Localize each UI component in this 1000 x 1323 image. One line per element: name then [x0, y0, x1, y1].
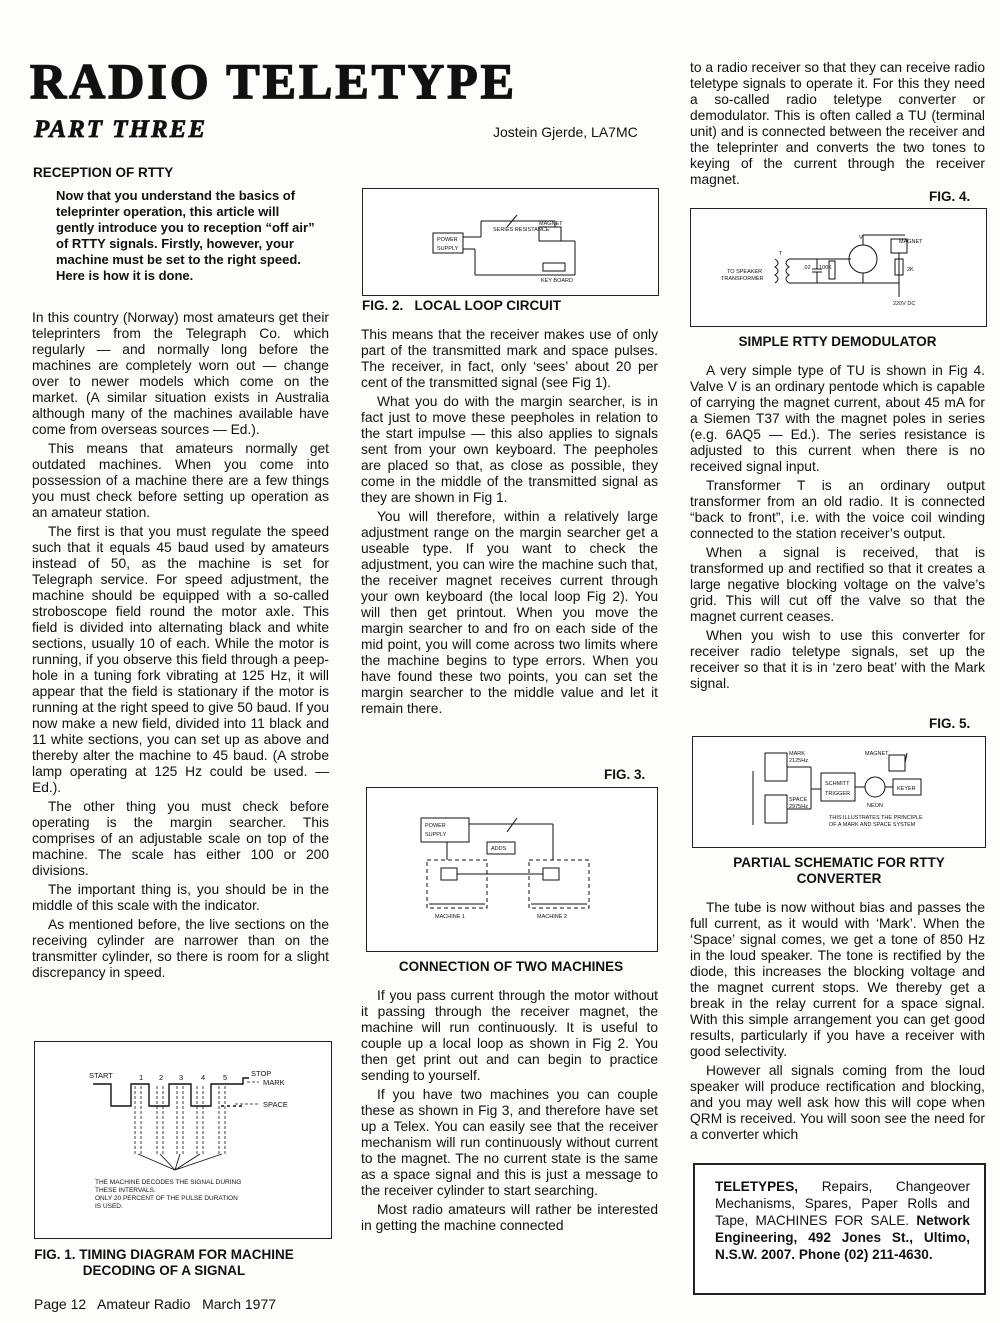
fig3-label: FIG. 3. [604, 767, 646, 782]
column-3-continued [690, 363, 985, 695]
fig2-supply-label: SUPPLY [437, 246, 459, 252]
fig3-drawing [367, 788, 657, 951]
fig4-c-label: .02 [803, 265, 811, 271]
fig3-two-machines [366, 787, 658, 952]
fig4-r-label: 100K [819, 265, 832, 271]
fig4-t-label: T [779, 251, 783, 257]
fig2-keyboard-label: KEY BOARD [541, 278, 573, 284]
article-part: PART THREE [34, 116, 208, 143]
paragraph: The tube is now without bias and passes the full current, as it would with ‘Mark’. When the ‘Space’ signal comes, we get a tone of 850 Hz in the loud speaker. The tone is rectified by the diode, this increases the blocking voltage and the magnet current stops. We thereby get a break in the relay current for a space signal. With this simple arrangement you can get good results, particularly if you have a receiver with good selectivity. [690, 900, 985, 1059]
fig3-machine2-label: MACHINE 2 [537, 914, 567, 920]
fig5-space-label: SPACE [789, 797, 808, 803]
fig5-mark-label: MARK [789, 751, 805, 757]
fig4-drawing [691, 209, 986, 326]
fig1-drawing [35, 1042, 331, 1238]
paragraph: You will therefore, within a relatively large adjustment range on the margin searcher get a useable type. If you want to check the adjustment, you can wire the machine such that, the receiver magnet receives current through your own keyboard (the local loop Fig 2). You will then get printout. When you move the margin searcher to and fro on each side of the mid point, you will come across two limits where the machine begins to type errors. When you have found these two points, you can set the margin searcher to the middle value and let it remain there. [361, 509, 658, 716]
fig1-n1: 1 [139, 1073, 144, 1082]
fig4-supply-label: 220V DC [893, 301, 916, 307]
paragraph: This means that amateurs normally get outdated machines. When you come into possession of a machine there are a few things you must check before setting up operation as an amateur station. [32, 441, 329, 520]
paragraph: As mentioned before, the live sections on the receiving cylinder are narrower than on the transmitter cylinder, so there is room for a slight discrepancy in speed. [32, 917, 329, 980]
paragraph: However all signals coming from the loud speaker will produce rectification and blocking, and you may well ask how this will cope when QRM is received. You will soon see the need for a converter which [690, 1063, 985, 1142]
fig5-magnet-label: MAGNET [865, 751, 889, 757]
fig4-r2-label: 2K [907, 267, 914, 273]
fig1-space-label: SPACE [263, 1100, 288, 1109]
column-3-final [690, 900, 985, 1146]
paragraph: If you have two machines you can couple these as shown in Fig 3, and therefore have set up a Telex. You can easily see that the receiver mechanism will run continuously without current to the magnet. The no current state is the same as a space signal and this is just a message to the receiver cylinder to start searching. [361, 1087, 658, 1198]
paragraph: When a signal is received, that is transformed up and rectified so that it creates a large negative blocking voltage on the valve’s grid. This will cut off the valve so that the magnet current ceases. [690, 545, 985, 624]
ad-contact: Network Engineering, 492 Jones St., Ultimo, N.S.W. 2007. Phone (02) 211-4630. [715, 1213, 970, 1262]
fig1-n4: 4 [201, 1073, 206, 1082]
fig4-caption: SIMPLE RTTY DEMODULATOR [738, 334, 937, 349]
fig5-markf-label: 2125Hz [789, 758, 808, 764]
fig5-note: THIS ILLUSTRATES THE PRINCIPLE [829, 815, 923, 821]
paragraph: A very simple type of TU is shown in Fig 4. Valve V is an ordinary pentode which is capable of carrying the magnet current, about 45 mA for a Siemen T37 with the magnet poles in series (e.g. 6AQ5 — Ed.). The series resistance is adjusted to this current when there is no received signal input. [690, 363, 985, 474]
fig5-caption: PARTIAL SCHEMATIC FOR RTTY CONVERTER [733, 855, 945, 886]
column-2-continued [361, 988, 658, 1237]
fig4-demodulator [690, 208, 987, 327]
fig2-local-loop [362, 188, 659, 296]
article-title: RADIO TELETYPE [30, 53, 518, 109]
column-2 [361, 327, 658, 720]
fig5-spacef-label: 2975Hz [789, 804, 808, 810]
fig1-note: THESE INTERVALS. [95, 1187, 156, 1194]
paragraph: Transformer T is an ordinary output transformer from an old radio. It is connected “back to front”, i.e. with the voice coil winding connected to the station receiver’s output. [690, 478, 985, 541]
classified-ad [693, 1163, 986, 1295]
fig5-trigger-label: TRIGGER [825, 791, 851, 797]
fig4-speaker-label: TO SPEAKER [727, 269, 763, 275]
intro-paragraph: Now that you understand the basics of teleprinter operation, this article will gently introduce you to reception “off air” of RTTY signals. Firstly, however, your machine must be set to the right speed. Here is how it is done. [56, 188, 315, 283]
fig5-converter [692, 736, 986, 848]
paragraph: When you wish to use this converter for receiver radio teletype signals, set up the receiver so that it is in ‘zero beat’ with the Mark signal. [690, 628, 985, 691]
fig3-machine1-label: MACHINE 1 [435, 914, 465, 920]
fig1-mark-label: MARK [263, 1078, 285, 1087]
fig5-keyer-label: KEYER [897, 786, 916, 792]
paragraph: The important thing is, you should be in the middle of this scale with the indicator. [32, 882, 329, 913]
column-1 [32, 310, 329, 984]
fig4-magnet-label: MAGNET [899, 239, 923, 245]
fig1-n5: 5 [223, 1073, 228, 1082]
paragraph: The first is that you must regulate the speed such that it equals 45 baud used by amateurs instead of 50, as the machine is set for Telegraph service. For speed adjustment, the machine should be equipped with a so-called stroboscope field round the motor axle. This field is divided into alternating black and white sections, usually 10 of each. While the motor is running, if you observe this field through a peep-hole in a tuning fork vibrating at 125 Hz, it will appear that the field is stationary if the motor is running at the right speed to give 50 baud. If you now make a new field, divided into 11 black and 11 white sections, you can set up as above and thereby alter the machine to 45 baud. (A strobe lamp operating at 125 Hz could be used. — Ed.). [32, 524, 329, 795]
fig2-power-label: POWER [437, 237, 458, 243]
ad-lead: TELETYPES, [715, 1179, 799, 1194]
page-footer: Page 12 Amateur Radio March 1977 [34, 1296, 277, 1312]
paragraph: to a radio receiver so that they can receive radio teletype signals to operate it. For this they need a so-called radio teletype converter or demodulator. This is often called a TU (terminal unit) and is connected between the receiver and the teleprinter and converts the two tones to keying of the current through the receiver magnet. [690, 60, 985, 187]
fig1-n3: 3 [179, 1073, 184, 1082]
fig3-power-label: POWER [425, 823, 446, 829]
fig5-label: FIG. 5. [929, 716, 971, 731]
fig3-caption: CONNECTION OF TWO MACHINES [398, 959, 624, 974]
fig1-note: IS USED. [95, 1203, 123, 1210]
fig5-schmitt-label: SCHMITT [825, 781, 850, 787]
fig1-note: THE MACHINE DECODES THE SIGNAL DURING [95, 1179, 242, 1186]
fig1-note: ONLY 20 PERCENT OF THE PULSE DURATION [95, 1195, 238, 1202]
fig1-n2: 2 [159, 1073, 164, 1082]
fig2-caption: FIG. 2. LOCAL LOOP CIRCUIT [362, 298, 562, 313]
fig3-supply-label: SUPPLY [425, 832, 447, 838]
column-3 [690, 60, 985, 191]
paragraph: If you pass current through the motor without it passing through the receiver magnet, the machine will run continuously. It is useful to couple up a local loop as shown in Fig 2. You then get print out and can begin to practice sending to yourself. [361, 988, 658, 1083]
fig1-stop-label: STOP [251, 1069, 272, 1078]
paragraph: Most radio amateurs will rather be interested in getting the machine connected [361, 1202, 658, 1233]
fig4-v-label: V [859, 235, 863, 241]
fig1-start-label: START [89, 1071, 113, 1080]
fig2-drawing [363, 189, 658, 295]
fig2-resistance-label: SERIES RESISTANCE [493, 227, 550, 233]
paragraph: The other thing you must check before operating is the margin searcher. This comprises of an adjustable scale on top of the machine. The scale has either 100 or 200 divisions. [32, 799, 329, 878]
fig4-transformer-label: TRANSFORMER [721, 276, 764, 282]
paragraph: In this country (Norway) most amateurs get their teleprinters from the Telegraph Co. which regularly — and normally long before the machines are completely worn out — change over to newer models which come on the market. (A similar situation exists in Australia although many of the machines available have come from overseas sources — Ed.). [32, 310, 329, 437]
fig4-label: FIG. 4. [929, 189, 971, 204]
section-heading: RECEPTION OF RTTY [33, 165, 174, 180]
fig1-timing-diagram [34, 1041, 332, 1239]
fig5-neon-label: NEON [867, 803, 883, 809]
fig1-caption: FIG. 1. TIMING DIAGRAM FOR MACHINE DECODING OF A SIGNAL [34, 1247, 294, 1278]
ad-text: Repairs, Changeover Mechanisms, Spares, Paper Rolls and Tape, MACHINES FOR SALE. [715, 1179, 970, 1228]
author-byline: Jostein Gjerde, LA7MC [493, 124, 638, 140]
fig3-adds-label: ADDS [491, 846, 507, 852]
paragraph: This means that the receiver makes use of only part of the transmitted mark and space pulses. The receiver, in fact, only ‘sees’ about 20 per cent of the transmitted signal (see Fig 1). [361, 327, 658, 390]
fig5-note: OF A MARK AND SPACE SYSTEM [829, 822, 916, 828]
paragraph: What you do with the margin searcher, is in fact just to move these peepholes in relation to the start impulse — this also applies to signals sent from your own keyboard. The peepholes are placed so that, as close as possible, they come in the middle of the transmitted signal as they are shown in Fig 1. [361, 394, 658, 505]
fig5-drawing [693, 737, 985, 847]
fig2-magnet-label: MAGNET [539, 221, 563, 227]
